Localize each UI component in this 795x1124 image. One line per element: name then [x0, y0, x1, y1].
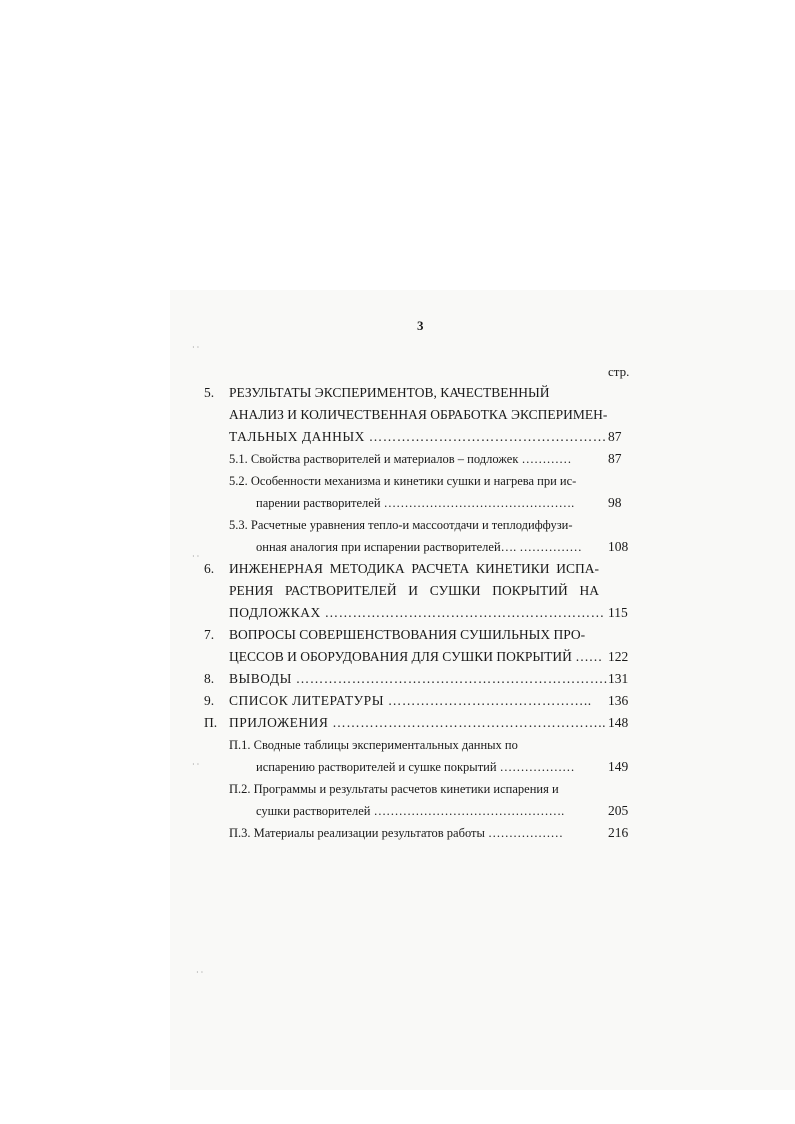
- toc-entry-page: 216: [608, 825, 629, 840]
- toc-entry-title: ЦЕССОВ И ОБОРУДОВАНИЯ ДЛЯ СУШКИ ПОКРЫТИЙ ……: [229, 649, 603, 664]
- toc-entry-page: 87: [608, 429, 622, 444]
- toc-entry-title: ВОПРОСЫ СОВЕРШЕНСТВОВАНИЯ СУШИЛЬНЫХ ПРО-: [229, 627, 586, 642]
- toc-entry-page: 136: [608, 693, 629, 708]
- toc-subentry-title: 5.1. Свойства растворителей и материалов – подложек …………: [229, 452, 572, 466]
- toc-subentry-title: П.3. Материалы реализации результатов работы ………………: [229, 826, 564, 840]
- toc-subentry-title: П.1. Сводные таблицы экспериментальных данных по: [229, 738, 518, 752]
- page-number: 3: [417, 318, 424, 333]
- toc-entry-title: РЕНИЯ РАСТВОРИТЕЛЕЙ И СУШКИ ПОКРЫТИЙ НА: [229, 583, 599, 598]
- scan-speck: · ·: [192, 760, 200, 769]
- scan-speck: · ·: [196, 968, 204, 977]
- toc-entry-page: 108: [608, 539, 629, 554]
- toc-entry-title: ИНЖЕНЕРНАЯ МЕТОДИКА РАСЧЕТА КИНЕТИКИ ИСПА-: [229, 561, 599, 576]
- toc-subentry-title: онная аналогия при испарении растворителей…. ……………: [256, 540, 582, 554]
- toc-entry-title: СПИСОК ЛИТЕРАТУРЫ ……………………………………..: [229, 693, 592, 708]
- toc-entry-title: ПОДЛОЖКАХ ……………………………………………………: [229, 605, 605, 620]
- toc-entry-title: ВЫВОДЫ ………………………………………………………….: [229, 671, 608, 686]
- toc-entry-title: ТАЛЬНЫХ ДАННЫХ ……………………………………………: [229, 429, 607, 444]
- toc-entry-number: 8.: [204, 671, 215, 686]
- toc-subentry-title: 5.2. Особенности механизма и кинетики сушки и нагрева при ис-: [229, 474, 577, 488]
- toc-entry-page: 122: [608, 649, 629, 664]
- toc-entry-page: 205: [608, 803, 629, 818]
- toc-entry-number: 7.: [204, 627, 215, 642]
- toc-entry-page: 131: [608, 671, 629, 686]
- pages-column-header: стр.: [608, 364, 630, 379]
- toc-subentry-title: 5.3. Расчетные уравнения тепло-и массоотдачи и теплодиффузи-: [229, 518, 573, 532]
- toc-entry-title: АНАЛИЗ И КОЛИЧЕСТВЕННАЯ ОБРАБОТКА ЭКСПЕРИМЕН-: [229, 407, 608, 422]
- toc-subentry-title: П.2. Программы и результаты расчетов кинетики испарения и: [229, 782, 559, 796]
- toc-entry-page: 87: [608, 451, 622, 466]
- scan-speck: · ·: [192, 552, 200, 561]
- toc-subentry-title: испарению растворителей и сушке покрытий ………………: [256, 760, 575, 774]
- toc-entry-number: П.: [204, 715, 218, 730]
- toc-entry-number: 5.: [204, 385, 215, 400]
- toc-entry-page: 98: [608, 495, 622, 510]
- toc-entry-title: РЕЗУЛЬТАТЫ ЭКСПЕРИМЕНТОВ, КАЧЕСТВЕННЫЙ: [229, 385, 550, 400]
- toc-entry-page: 148: [608, 715, 629, 730]
- toc-entry-page: 149: [608, 759, 629, 774]
- scan-speck: · ·: [192, 343, 200, 352]
- toc-entry-number: 6.: [204, 561, 215, 576]
- toc-entry-number: 9.: [204, 693, 215, 708]
- toc-entry-title: ПРИЛОЖЕНИЯ …………………………………………………..: [229, 715, 607, 730]
- toc-subentry-title: сушки растворителей ……………………………………….: [256, 804, 565, 818]
- toc-subentry-title: парении растворителей ……………………………………….: [256, 496, 575, 510]
- toc-entry-page: 115: [608, 605, 628, 620]
